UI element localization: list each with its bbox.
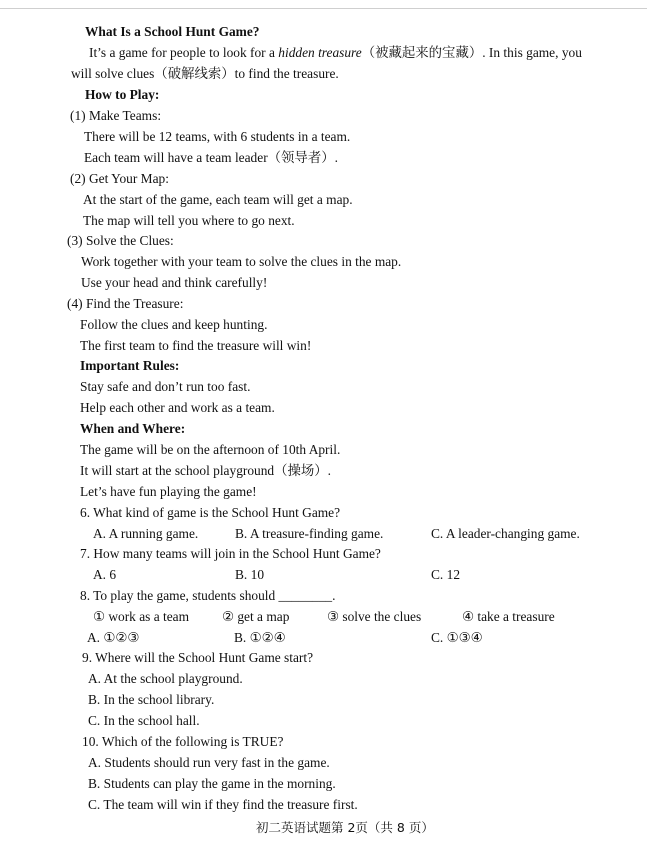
- q8-stem: 8. To play the game, students should ________.: [80, 588, 336, 603]
- passage-title: What Is a School Hunt Game?: [85, 24, 260, 39]
- step3-heading: (3) Solve the Clues:: [67, 233, 174, 248]
- intro-line-2: will solve clues（破解线索）to find the treasure.: [71, 66, 339, 81]
- when-where-heading: When and Where:: [80, 421, 186, 436]
- q8-item-4: ④ take a treasure: [462, 609, 555, 624]
- intro-text-cont: （被藏起来的宝藏）. In this game, you: [361, 45, 582, 60]
- q7-option-c[interactable]: C. 12: [431, 567, 461, 582]
- intro-emphasis: hidden treasure: [278, 45, 362, 60]
- q6-stem: 6. What kind of game is the School Hunt Game?: [80, 505, 341, 520]
- step3-line-1: Work together with your team to solve the clues in the map.: [81, 254, 402, 269]
- step4-line-2: The first team to find the treasure will win!: [80, 338, 312, 353]
- q7-option-b[interactable]: B. 10: [235, 567, 265, 582]
- q10-option-a[interactable]: A. Students should run very fast in the game.: [88, 755, 330, 770]
- rules-heading: Important Rules:: [80, 358, 180, 373]
- step3-line-2: Use your head and think carefully!: [81, 275, 268, 290]
- how-to-play-heading: How to Play:: [85, 87, 160, 102]
- when-line-3: Let’s have fun playing the game!: [80, 484, 257, 499]
- rules-line-1: Stay safe and don’t run too fast.: [80, 379, 251, 394]
- step2-line-1: At the start of the game, each team will get a map.: [83, 192, 353, 207]
- step1-line-2: Each team will have a team leader（领导者）.: [84, 150, 338, 165]
- q9-option-a[interactable]: A. At the school playground.: [88, 671, 243, 686]
- step4-line-1: Follow the clues and keep hunting.: [80, 317, 268, 332]
- q10-option-c[interactable]: C. The team will win if they find the treasure first.: [88, 797, 358, 812]
- q7-stem: 7. How many teams will join in the School Hunt Game?: [80, 546, 381, 561]
- step1-heading: (1) Make Teams:: [70, 108, 162, 123]
- q9-option-c[interactable]: C. In the school hall.: [88, 713, 200, 728]
- q8-item-3: ③ solve the clues: [327, 609, 422, 624]
- when-line-1: The game will be on the afternoon of 10th April.: [80, 442, 341, 457]
- q10-stem: 10. Which of the following is TRUE?: [82, 734, 284, 749]
- q9-stem: 9. Where will the School Hunt Game start?: [82, 650, 314, 665]
- q7-option-a[interactable]: A. 6: [93, 567, 117, 582]
- intro-text: It’s a game for people to look for a: [89, 45, 279, 60]
- q6-option-c[interactable]: C. A leader-changing game.: [431, 526, 580, 541]
- step2-heading: (2) Get Your Map:: [70, 171, 169, 186]
- q6-option-a[interactable]: A. A running game.: [93, 526, 199, 541]
- q8-option-b[interactable]: B. ①②④: [234, 630, 286, 645]
- q8-option-c[interactable]: C. ①③④: [431, 630, 483, 645]
- step1-line-1: There will be 12 teams, with 6 students in a team.: [84, 129, 351, 144]
- q6-option-b[interactable]: B. A treasure-finding game.: [235, 526, 384, 541]
- step2-line-2: The map will tell you where to go next.: [83, 213, 295, 228]
- step4-heading: (4) Find the Treasure:: [67, 296, 184, 311]
- q8-option-a[interactable]: A. ①②③: [87, 630, 140, 645]
- q8-item-2: ② get a map: [222, 609, 290, 624]
- q8-item-1: ① work as a team: [93, 609, 190, 624]
- intro-line-1: [89, 45, 582, 61]
- page-footer: 初二英语试题第 2页（共 8 页）: [256, 820, 434, 835]
- q9-option-b[interactable]: B. In the school library.: [88, 692, 215, 707]
- q10-option-b[interactable]: B. Students can play the game in the morning.: [88, 776, 336, 791]
- top-divider: [0, 8, 647, 9]
- when-line-2: It will start at the school playground（操场）.: [80, 463, 332, 478]
- rules-line-2: Help each other and work as a team.: [80, 400, 275, 415]
